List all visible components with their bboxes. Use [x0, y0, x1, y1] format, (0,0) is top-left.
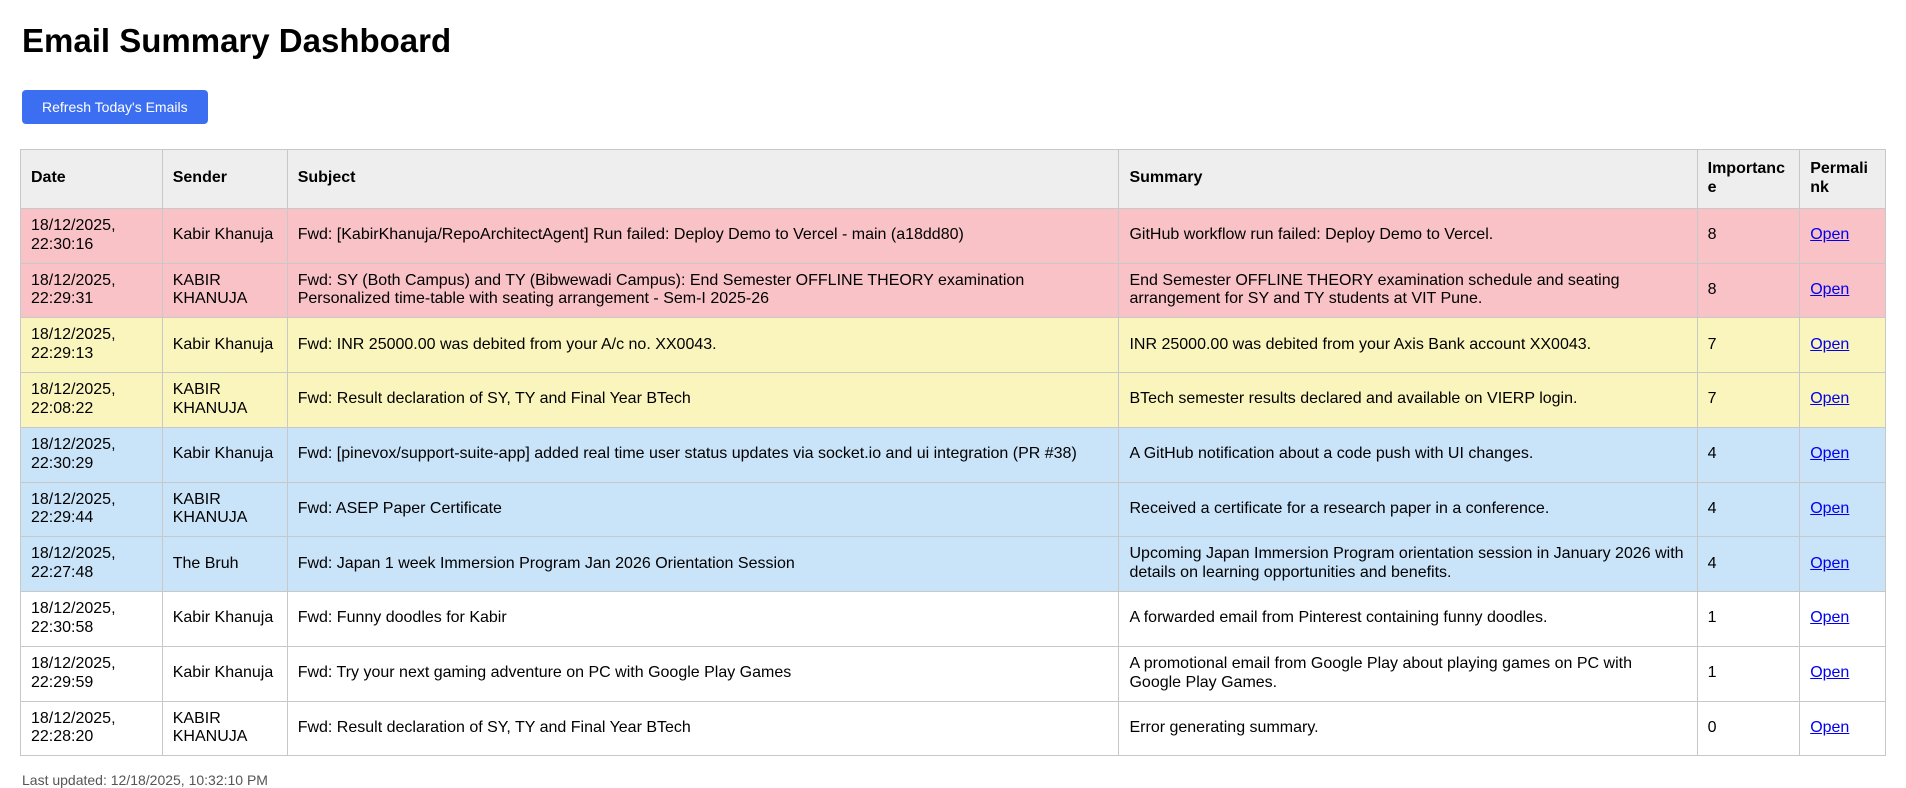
email-permalink-cell [1800, 482, 1886, 537]
email-date-cell: 18/12/2025, 22:27:48 [21, 537, 163, 592]
open-permalink-link[interactable]: Open [1810, 445, 1850, 463]
email-permalink-cell [1800, 592, 1886, 647]
email-row [21, 592, 1886, 647]
open-permalink-link[interactable]: Open [1810, 554, 1850, 572]
email-permalink-cell [1800, 208, 1886, 263]
email-importance-cell: 7 [1697, 373, 1800, 428]
email-permalink-cell [1800, 646, 1886, 701]
email-subject-cell: Fwd: SY (Both Campus) and TY (Bibwewadi Campus): End Semester OFFLINE THEORY examination Personalized time-table with seating arrangement - Sem-I 2025-26 [287, 263, 1119, 318]
column-header-sender: Sender [162, 150, 287, 209]
column-header-summary: Summary [1119, 150, 1697, 209]
email-sender-cell: The Bruh [162, 537, 287, 592]
open-permalink-link[interactable]: Open [1810, 664, 1850, 682]
open-permalink-link[interactable]: Open [1810, 718, 1850, 736]
column-header-subject: Subject [287, 150, 1119, 209]
email-subject-cell: Fwd: ASEP Paper Certificate [287, 482, 1119, 537]
open-permalink-link[interactable]: Open [1810, 390, 1850, 408]
email-date-cell: 18/12/2025, 22:30:58 [21, 592, 163, 647]
email-date-cell: 18/12/2025, 22:29:44 [21, 482, 163, 537]
email-row [21, 427, 1886, 482]
email-date-cell: 18/12/2025, 22:29:59 [21, 646, 163, 701]
email-date-cell: 18/12/2025, 22:30:29 [21, 427, 163, 482]
email-date-cell: 18/12/2025, 22:29:31 [21, 263, 163, 318]
email-row [21, 482, 1886, 537]
email-permalink-cell [1800, 537, 1886, 592]
email-permalink-cell [1800, 373, 1886, 428]
email-row [21, 208, 1886, 263]
email-sender-cell: Kabir Khanuja [162, 427, 287, 482]
email-date-cell: 18/12/2025, 22:08:22 [21, 373, 163, 428]
email-importance-cell: 4 [1697, 427, 1800, 482]
email-subject-cell: Fwd: Japan 1 week Immersion Program Jan 2026 Orientation Session [287, 537, 1119, 592]
email-subject-cell: Fwd: INR 25000.00 was debited from your A/c no. XX0043. [287, 318, 1119, 373]
email-sender-cell: Kabir Khanuja [162, 318, 287, 373]
open-permalink-link[interactable]: Open [1810, 280, 1850, 298]
email-importance-cell: 1 [1697, 646, 1800, 701]
email-sender-cell: KABIR KHANUJA [162, 482, 287, 537]
email-summary-cell: INR 25000.00 was debited from your Axis Bank account XX0043. [1119, 318, 1697, 373]
email-summary-cell: End Semester OFFLINE THEORY examination schedule and seating arrangement for SY and TY students at VIT Pune. [1119, 263, 1697, 318]
email-importance-cell: 8 [1697, 208, 1800, 263]
email-permalink-cell [1800, 263, 1886, 318]
open-permalink-link[interactable]: Open [1810, 226, 1850, 244]
refresh-todays-emails-button[interactable]: Refresh Today's Emails [22, 90, 208, 124]
email-row [21, 373, 1886, 428]
email-summary-cell: Error generating summary. [1119, 701, 1697, 756]
email-row [21, 263, 1886, 318]
open-permalink-link[interactable]: Open [1810, 335, 1850, 353]
email-summary-cell: A forwarded email from Pinterest containing funny doodles. [1119, 592, 1697, 647]
email-row [21, 646, 1886, 701]
email-summary-cell: GitHub workflow run failed: Deploy Demo to Vercel. [1119, 208, 1697, 263]
email-date-cell: 18/12/2025, 22:28:20 [21, 701, 163, 756]
open-permalink-link[interactable]: Open [1810, 499, 1850, 517]
email-row [21, 701, 1886, 756]
email-subject-cell: Fwd: Result declaration of SY, TY and Final Year BTech [287, 701, 1119, 756]
email-summary-table [20, 149, 1886, 756]
email-summary-cell: A GitHub notification about a code push with UI changes. [1119, 427, 1697, 482]
email-permalink-cell [1800, 427, 1886, 482]
email-sender-cell: Kabir Khanuja [162, 592, 287, 647]
table-header-row [21, 150, 1886, 209]
email-importance-cell: 8 [1697, 263, 1800, 318]
email-summary-cell: Upcoming Japan Immersion Program orientation session in January 2026 with details on learning opportunities and benefits. [1119, 537, 1697, 592]
email-row [21, 318, 1886, 373]
email-subject-cell: Fwd: [KabirKhanuja/RepoArchitectAgent] Run failed: Deploy Demo to Vercel - main (a18dd80) [287, 208, 1119, 263]
email-sender-cell: Kabir Khanuja [162, 208, 287, 263]
email-subject-cell: Fwd: Try your next gaming adventure on PC with Google Play Games [287, 646, 1119, 701]
email-permalink-cell [1800, 318, 1886, 373]
email-row [21, 537, 1886, 592]
email-summary-cell: Received a certificate for a research paper in a conference. [1119, 482, 1697, 537]
email-sender-cell: KABIR KHANUJA [162, 263, 287, 318]
email-date-cell: 18/12/2025, 22:30:16 [21, 208, 163, 263]
email-importance-cell: 0 [1697, 701, 1800, 756]
email-table-body [21, 208, 1886, 756]
email-summary-cell: A promotional email from Google Play about playing games on PC with Google Play Games. [1119, 646, 1697, 701]
last-updated-text: Last updated: 12/18/2025, 10:32:10 PM [22, 772, 268, 788]
email-sender-cell: KABIR KHANUJA [162, 373, 287, 428]
email-sender-cell: Kabir Khanuja [162, 646, 287, 701]
email-importance-cell: 4 [1697, 537, 1800, 592]
column-header-importance: Importance [1697, 150, 1800, 209]
email-importance-cell: 7 [1697, 318, 1800, 373]
email-permalink-cell [1800, 701, 1886, 756]
email-summary-cell: BTech semester results declared and available on VIERP login. [1119, 373, 1697, 428]
email-importance-cell: 4 [1697, 482, 1800, 537]
email-date-cell: 18/12/2025, 22:29:13 [21, 318, 163, 373]
column-header-date: Date [21, 150, 163, 209]
email-subject-cell: Fwd: [pinevox/support-suite-app] added real time user status updates via socket.io and ui integration (PR #38) [287, 427, 1119, 482]
email-subject-cell: Fwd: Funny doodles for Kabir [287, 592, 1119, 647]
email-sender-cell: KABIR KHANUJA [162, 701, 287, 756]
email-importance-cell: 1 [1697, 592, 1800, 647]
open-permalink-link[interactable]: Open [1810, 609, 1850, 627]
page-title: Email Summary Dashboard [22, 22, 452, 59]
column-header-permalink: Permalink [1800, 150, 1886, 209]
email-subject-cell: Fwd: Result declaration of SY, TY and Final Year BTech [287, 373, 1119, 428]
